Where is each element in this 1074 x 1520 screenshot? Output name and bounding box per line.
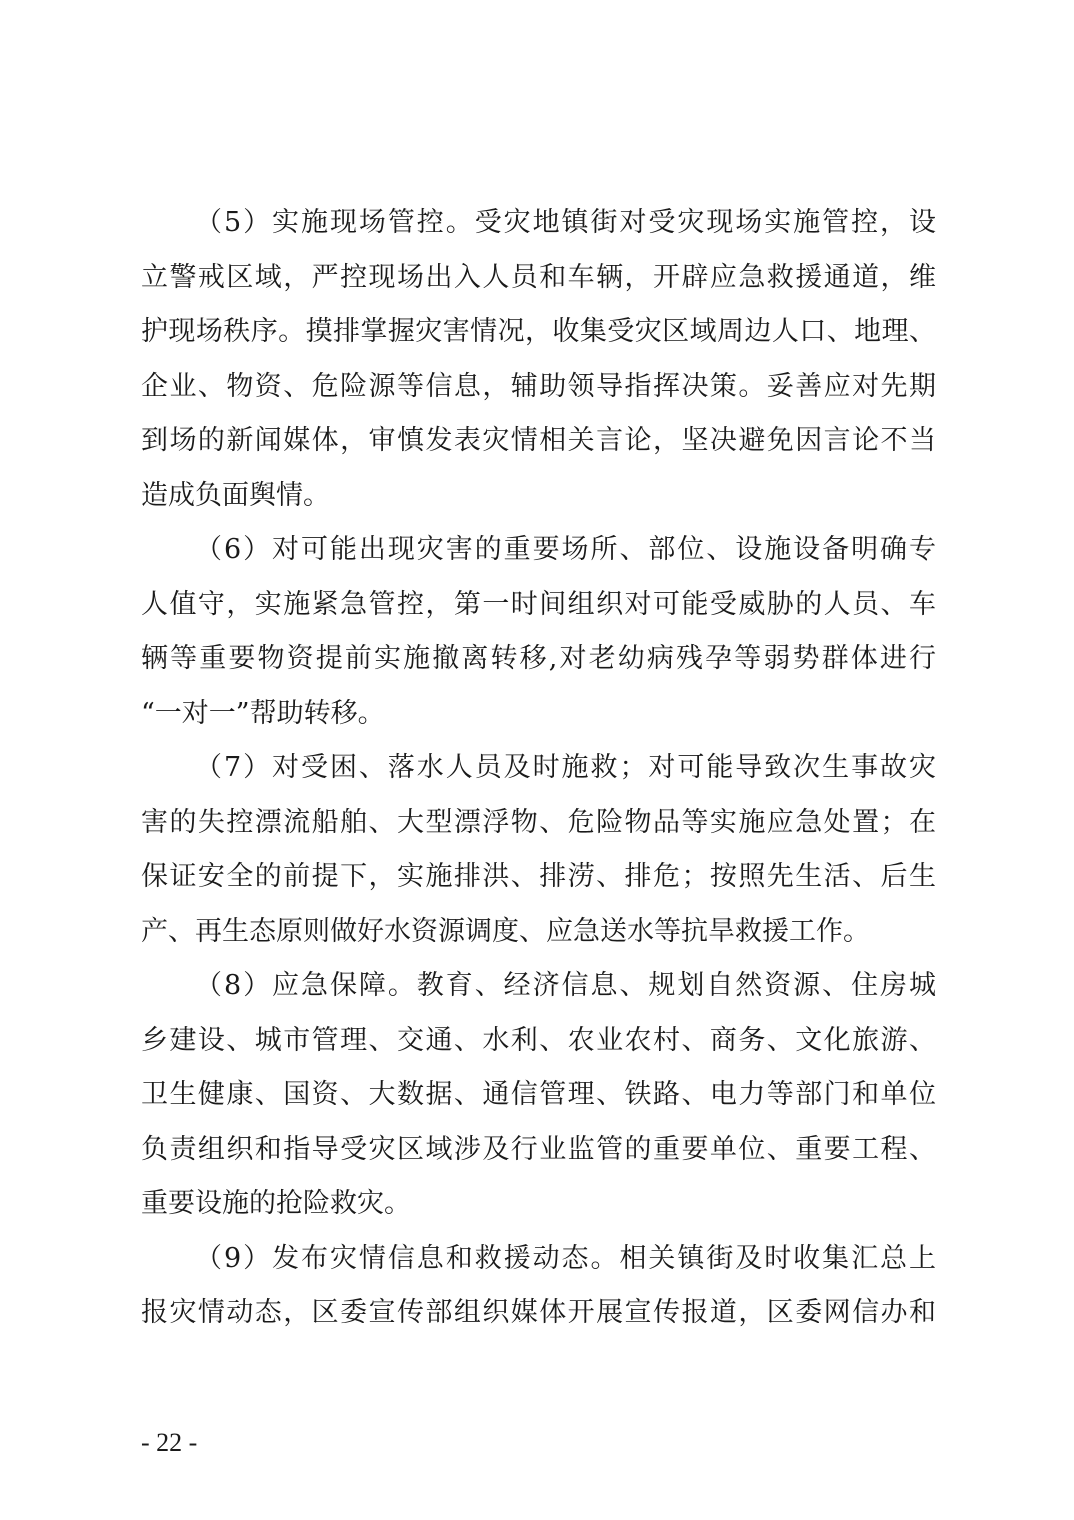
paragraph-5-line-1: （5）实施现场管控。受灾地镇街对受灾现场实施管控，设 (195, 207, 936, 238)
paragraph-6-line-4: “一对一”帮助转移。 (141, 697, 385, 729)
paragraph-7-line-2: 害的失控漂流船舶、大型漂浮物、危险物品等实施应急处置；在 (141, 806, 936, 838)
paragraph-7-line-1: （7）对受困、落水人员及时施救；对可能导致次生事故灾 (195, 752, 936, 783)
paragraph-6-line-3: 辆等重要物资提前实施撤离转移,对老幼病残孕等弱势群体进行 (141, 643, 936, 674)
paragraph-5-line-4: 企业、物资、危险源等信息，辅助领导指挥决策。妥善应对先期 (141, 370, 936, 402)
paragraph-8-line-2: 乡建设、城市管理、交通、水利、农业农村、商务、文化旅游、 (141, 1024, 936, 1056)
paragraph-6-line-2: 人值守，实施紧急管控，第一时间组织对可能受威胁的人员、车 (141, 588, 936, 620)
paragraph-8-line-1: （8）应急保障。教育、经济信息、规划自然资源、住房城 (195, 970, 936, 1001)
paragraph-9-line-2: 报灾情动态，区委宣传部组织媒体开展宣传报道，区委网信办和 (141, 1297, 936, 1328)
paragraph-8-line-5: 重要设施的抢险救灾。 (141, 1188, 411, 1219)
paragraph-5-line-3: 护现场秩序。摸排掌握灾害情况，收集受灾区域周边人口、地理、 (141, 316, 936, 347)
paragraph-6-line-1: （6）对可能出现灾害的重要场所、部位、设施设备明确专 (195, 534, 936, 565)
paragraph-8-line-3: 卫生健康、国资、大数据、通信管理、铁路、电力等部门和单位 (141, 1079, 936, 1110)
paragraph-8-line-4: 负责组织和指导受灾区域涉及行业监管的重要单位、重要工程、 (141, 1133, 936, 1165)
paragraph-9-line-1: （9）发布灾情信息和救援动态。相关镇街及时收集汇总上 (195, 1242, 936, 1274)
paragraph-5-line-6: 造成负面舆情。 (141, 479, 330, 511)
paragraph-5-line-5: 到场的新闻媒体，审慎发表灾情相关言论，坚决避免因言论不当 (141, 425, 936, 456)
paragraph-7-line-4: 产、再生态原则做好水资源调度、应急送水等抗旱救援工作。 (141, 915, 870, 947)
body-text (141, 196, 936, 1341)
page-number: - 22 - (141, 1428, 198, 1457)
paragraph-5-line-2: 立警戒区域，严控现场出入人员和车辆，开辟应急救援通道，维 (141, 261, 936, 293)
paragraph-7-line-3: 保证安全的前提下，实施排洪、排涝、排危；按照先生活、后生 (141, 861, 936, 892)
